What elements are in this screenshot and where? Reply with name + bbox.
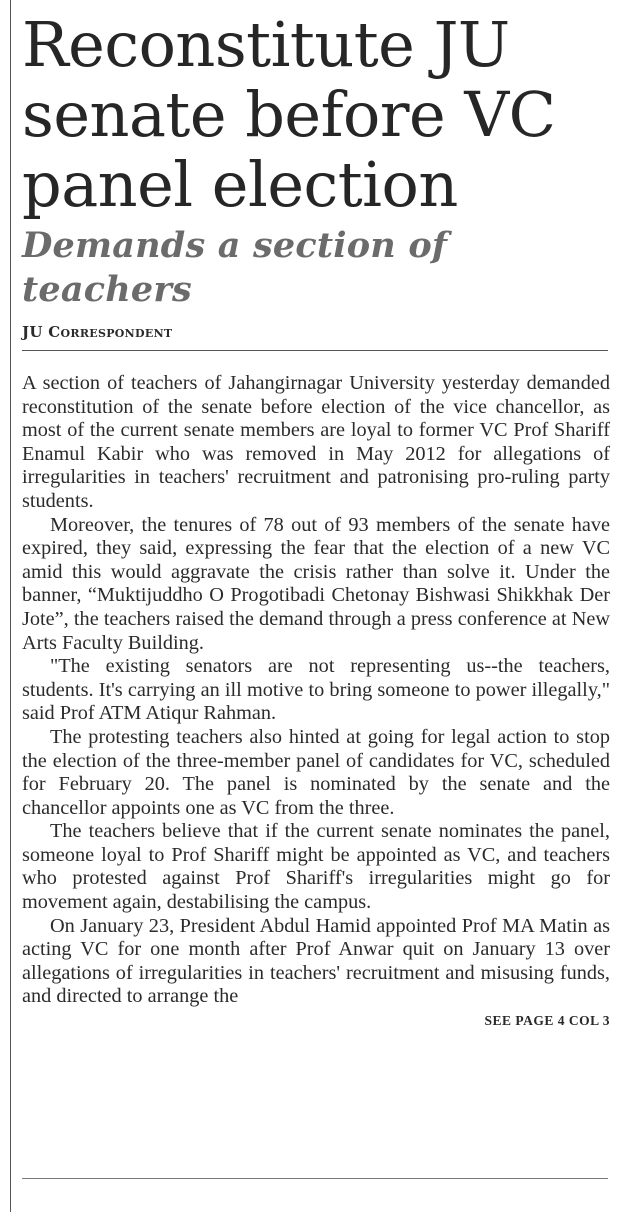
news-article <box>22 10 610 1031</box>
subheadline: Demands a section of teachers <box>22 225 448 310</box>
headline: Reconstitute JU senate before VC panel election <box>22 8 556 221</box>
paragraph: The teachers believe that if the current senate nominates the panel, someone loyal to Prof Shariff might be appointed as VC, and teachers who protested against Prof Shariff's irregularities might go for movement again, destabilising the campus. <box>22 820 610 914</box>
byline-rule <box>22 350 608 351</box>
paragraph: A section of teachers of Jahangirnagar University yesterday demanded reconstitution of the senate before election of the vice chancellor, as most of the current senate members are loyal to former VC Prof Shariff Enamul Kabir who was removed in May 2012 for allegations of irregularities in teachers' recruitment and patronising pro-ruling party students. <box>22 372 610 512</box>
column-left-rule <box>10 0 11 1212</box>
paragraph: On January 23, President Abdul Hamid appointed Prof MA Matin as acting VC for one month after Prof Anwar quit on January 13 over allegations of irregularities in teachers' recruitment and misusing funds, and directed to arrange the <box>22 914 610 1008</box>
continued-on-page-link[interactable]: SEE PAGE 4 COL 3 <box>484 1013 610 1029</box>
byline-block <box>22 322 610 350</box>
bottom-rule <box>22 1178 608 1179</box>
byline: JU Correspondent <box>22 323 173 341</box>
paragraph: The protesting teachers also hinted at going for legal action to stop the election of the three-member panel of candidates for VC, scheduled for February 20. The panel is nominated by the senate and the chancellor appoints one as VC from the three. <box>22 725 610 819</box>
paragraph: "The existing senators are not representing us--the teachers, students. It's carrying an ill motive to bring someone to power illegally," said Prof ATM Atiqur Rahman. <box>22 655 610 725</box>
article-body <box>22 372 610 1009</box>
paragraph: Moreover, the tenures of 78 out of 93 members of the senate have expired, they said, expressing the fear that the election of a new VC amid this would aggravate the crisis rather than solve it. Under the banner, “Muktijuddho O Progotibadi Chetonay Bishwasi Shikkhak Der Jote”, the teachers raised the demand through a press conference at New Arts Faculty Building. <box>22 513 610 654</box>
